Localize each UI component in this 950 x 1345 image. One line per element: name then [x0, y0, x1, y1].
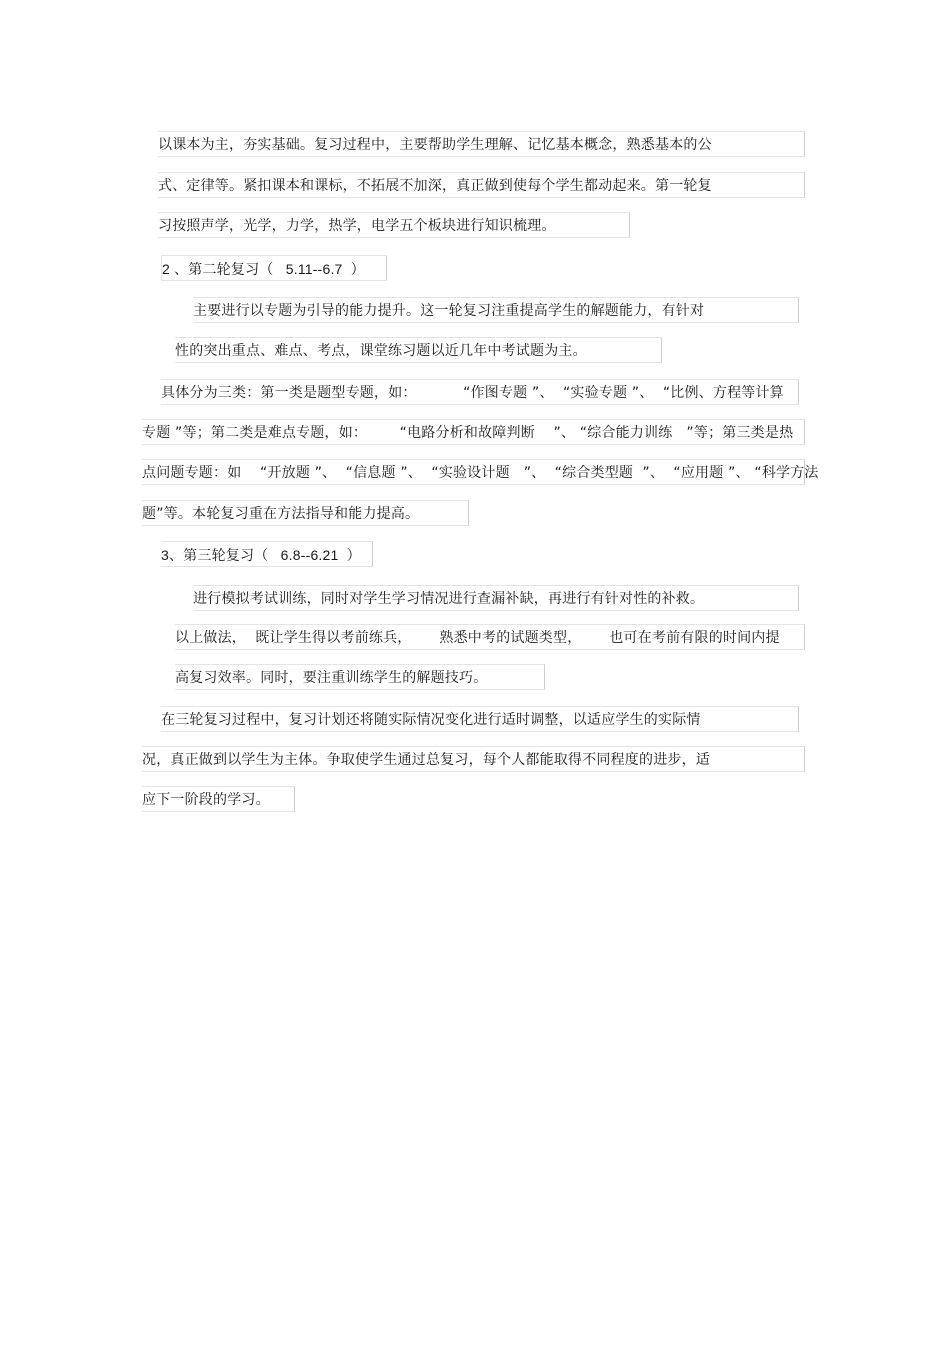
paragraph-line-10: 进行模拟考试训练，同时对学生学习情况进行查漏补缺，再进行有针对性的补救。	[193, 585, 799, 611]
paragraph-line-7: 专题 ”等；第二类是难点专题，如： “电路分析和故障判断 ”、 “综合能力训练 ”等；第三类是热	[142, 419, 805, 445]
paragraph-line-13: 在三轮复习过程中，复习计划还将随实际情况变化进行适时调整，以适应学生的实际情	[161, 706, 799, 732]
paragraph-line-14: 况，真正做到以学生为主体。争取使学生通过总复习，每个人都能取得不同程度的进步，适	[142, 746, 805, 772]
paragraph-line-2: 式、定律等。紧扣课本和课标，不拓展不加深，真正做到使每个学生都动起来。第一轮复	[158, 172, 805, 198]
paragraph-line-5: 性的突出重点、难点、考点，课堂练习题以近几年中考试题为主。	[175, 337, 662, 363]
paragraph-line-9: 题”等。本轮复习重在方法指导和能力提高。	[142, 500, 469, 526]
paragraph-line-12: 高复习效率。同时，要注重训练学生的解题技巧。	[175, 664, 545, 690]
paragraph-line-15: 应下一阶段的学习。	[142, 786, 295, 812]
paragraph-line-4: 主要进行以专题为引导的能力提升。这一轮复习注重提高学生的解题能力，有针对	[193, 297, 799, 323]
section-heading-3: 3、第三轮复习（ 6.8--6.21 ）	[161, 541, 373, 567]
paragraph-line-8: 点问题专题：如 “开放题 ”、 “信息题 ”、 “实验设计题 ”、 “综合类型题 ”、 “应用题 ”、 “科学方法	[142, 459, 805, 485]
paragraph-line-6: 具体分为三类：第一类是题型专题，如： “作图专题 ”、 “实验专题 ”、 “比例、方程等计算	[161, 379, 799, 405]
section-heading-2: 2 、第二轮复习（ 5.11--6.7 ）	[161, 255, 387, 281]
paragraph-line-3: 习按照声学，光学，力学，热学，电学五个板块进行知识梳理。	[158, 212, 630, 238]
paragraph-line-1: 以课本为主，夯实基础。复习过程中，主要帮助学生理解、记忆基本概念，熟悉基本的公	[158, 131, 805, 157]
paragraph-line-11: 以上做法， 既让学生得以考前练兵， 熟悉中考的试题类型， 也可在考前有限的时间内提	[175, 624, 805, 650]
